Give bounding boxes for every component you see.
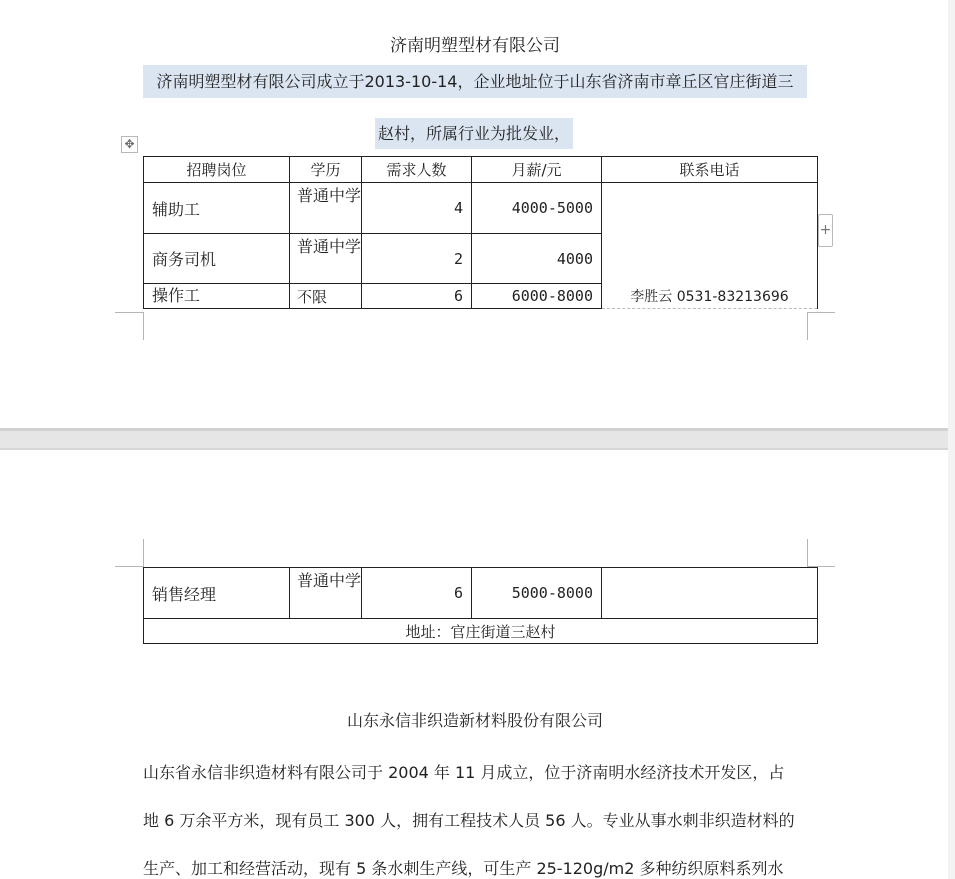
company1-intro-line1: 济南明塑型材有限公司成立于2013-10-14，企业地址位于山东省济南市章丘区官庄街道三 [143,65,807,98]
table-header-row [144,157,818,183]
header-education: 学历 [290,157,362,183]
cell-salary[interactable]: 5000-8000 [472,568,602,619]
cell-position[interactable]: 商务司机 [144,234,290,284]
header-salary: 月薪/元 [472,157,602,183]
cell-position[interactable]: 辅助工 [144,183,290,234]
page-gap [0,428,955,450]
table-row [144,183,818,234]
crop-mark [115,312,143,313]
cell-count[interactable]: 6 [362,284,472,309]
cell-education[interactable]: 普通中学 [290,234,362,284]
header-phone: 联系电话 [602,157,818,183]
cell-salary[interactable]: 4000 [472,234,602,284]
scrollbar[interactable] [948,0,955,879]
cell-count[interactable]: 4 [362,183,472,234]
cell-contact-empty[interactable] [602,568,818,619]
cell-education[interactable]: 普通中学 [290,183,362,234]
table-row [144,619,818,644]
cell-address[interactable]: 地址：官庄街道三赵村 [144,619,818,644]
cell-position[interactable]: 操作工 [144,284,290,309]
cell-education[interactable]: 普通中学 [290,568,362,619]
crop-mark [143,539,144,567]
table-row [144,568,818,619]
cell-count[interactable]: 6 [362,568,472,619]
page-gap-shadow-top [0,428,955,431]
cell-education[interactable]: 不限 [290,284,362,309]
company1-intro-line2 [375,117,573,150]
crop-mark [143,312,144,340]
company2-para-line: 地 6 万余平方米，现有员工 300 人，拥有工程技术人员 56 人。专业从事水刺非织造材料的 [143,811,795,830]
cell-salary[interactable]: 4000-5000 [472,183,602,234]
jobs-table-part1 [143,156,818,309]
table-move-handle-icon[interactable]: ✥ [121,136,138,153]
company2-para-line: 山东省永信非织造材料有限公司于 2004 年 11 月成立，位于济南明水经济技术开发区，占 [143,763,785,782]
company2-para-line: 生产、加工和经营活动，现有 5 条水刺生产线，可生产 25-120g/m2 多种纺织原料系列水 [143,859,784,878]
cell-count[interactable]: 2 [362,234,472,284]
crop-mark [807,539,808,567]
cell-position[interactable]: 销售经理 [144,568,290,619]
cell-contact[interactable]: 李胜云 0531-83213696 [602,183,818,309]
cell-salary[interactable]: 6000-8000 [472,284,602,309]
company2-title: 山东永信非织造新材料股份有限公司 [346,711,603,730]
header-count: 需求人数 [362,157,472,183]
company1-title: 济南明塑型材有限公司 [390,36,560,56]
company1-intro-line2-text: 赵村，所属行业为批发业， [375,118,573,149]
crop-mark [115,566,143,567]
crop-mark [807,312,808,340]
crop-mark [807,312,835,313]
header-position: 招聘岗位 [144,157,290,183]
jobs-table-part2 [143,567,818,644]
add-column-button[interactable]: + [818,214,833,247]
